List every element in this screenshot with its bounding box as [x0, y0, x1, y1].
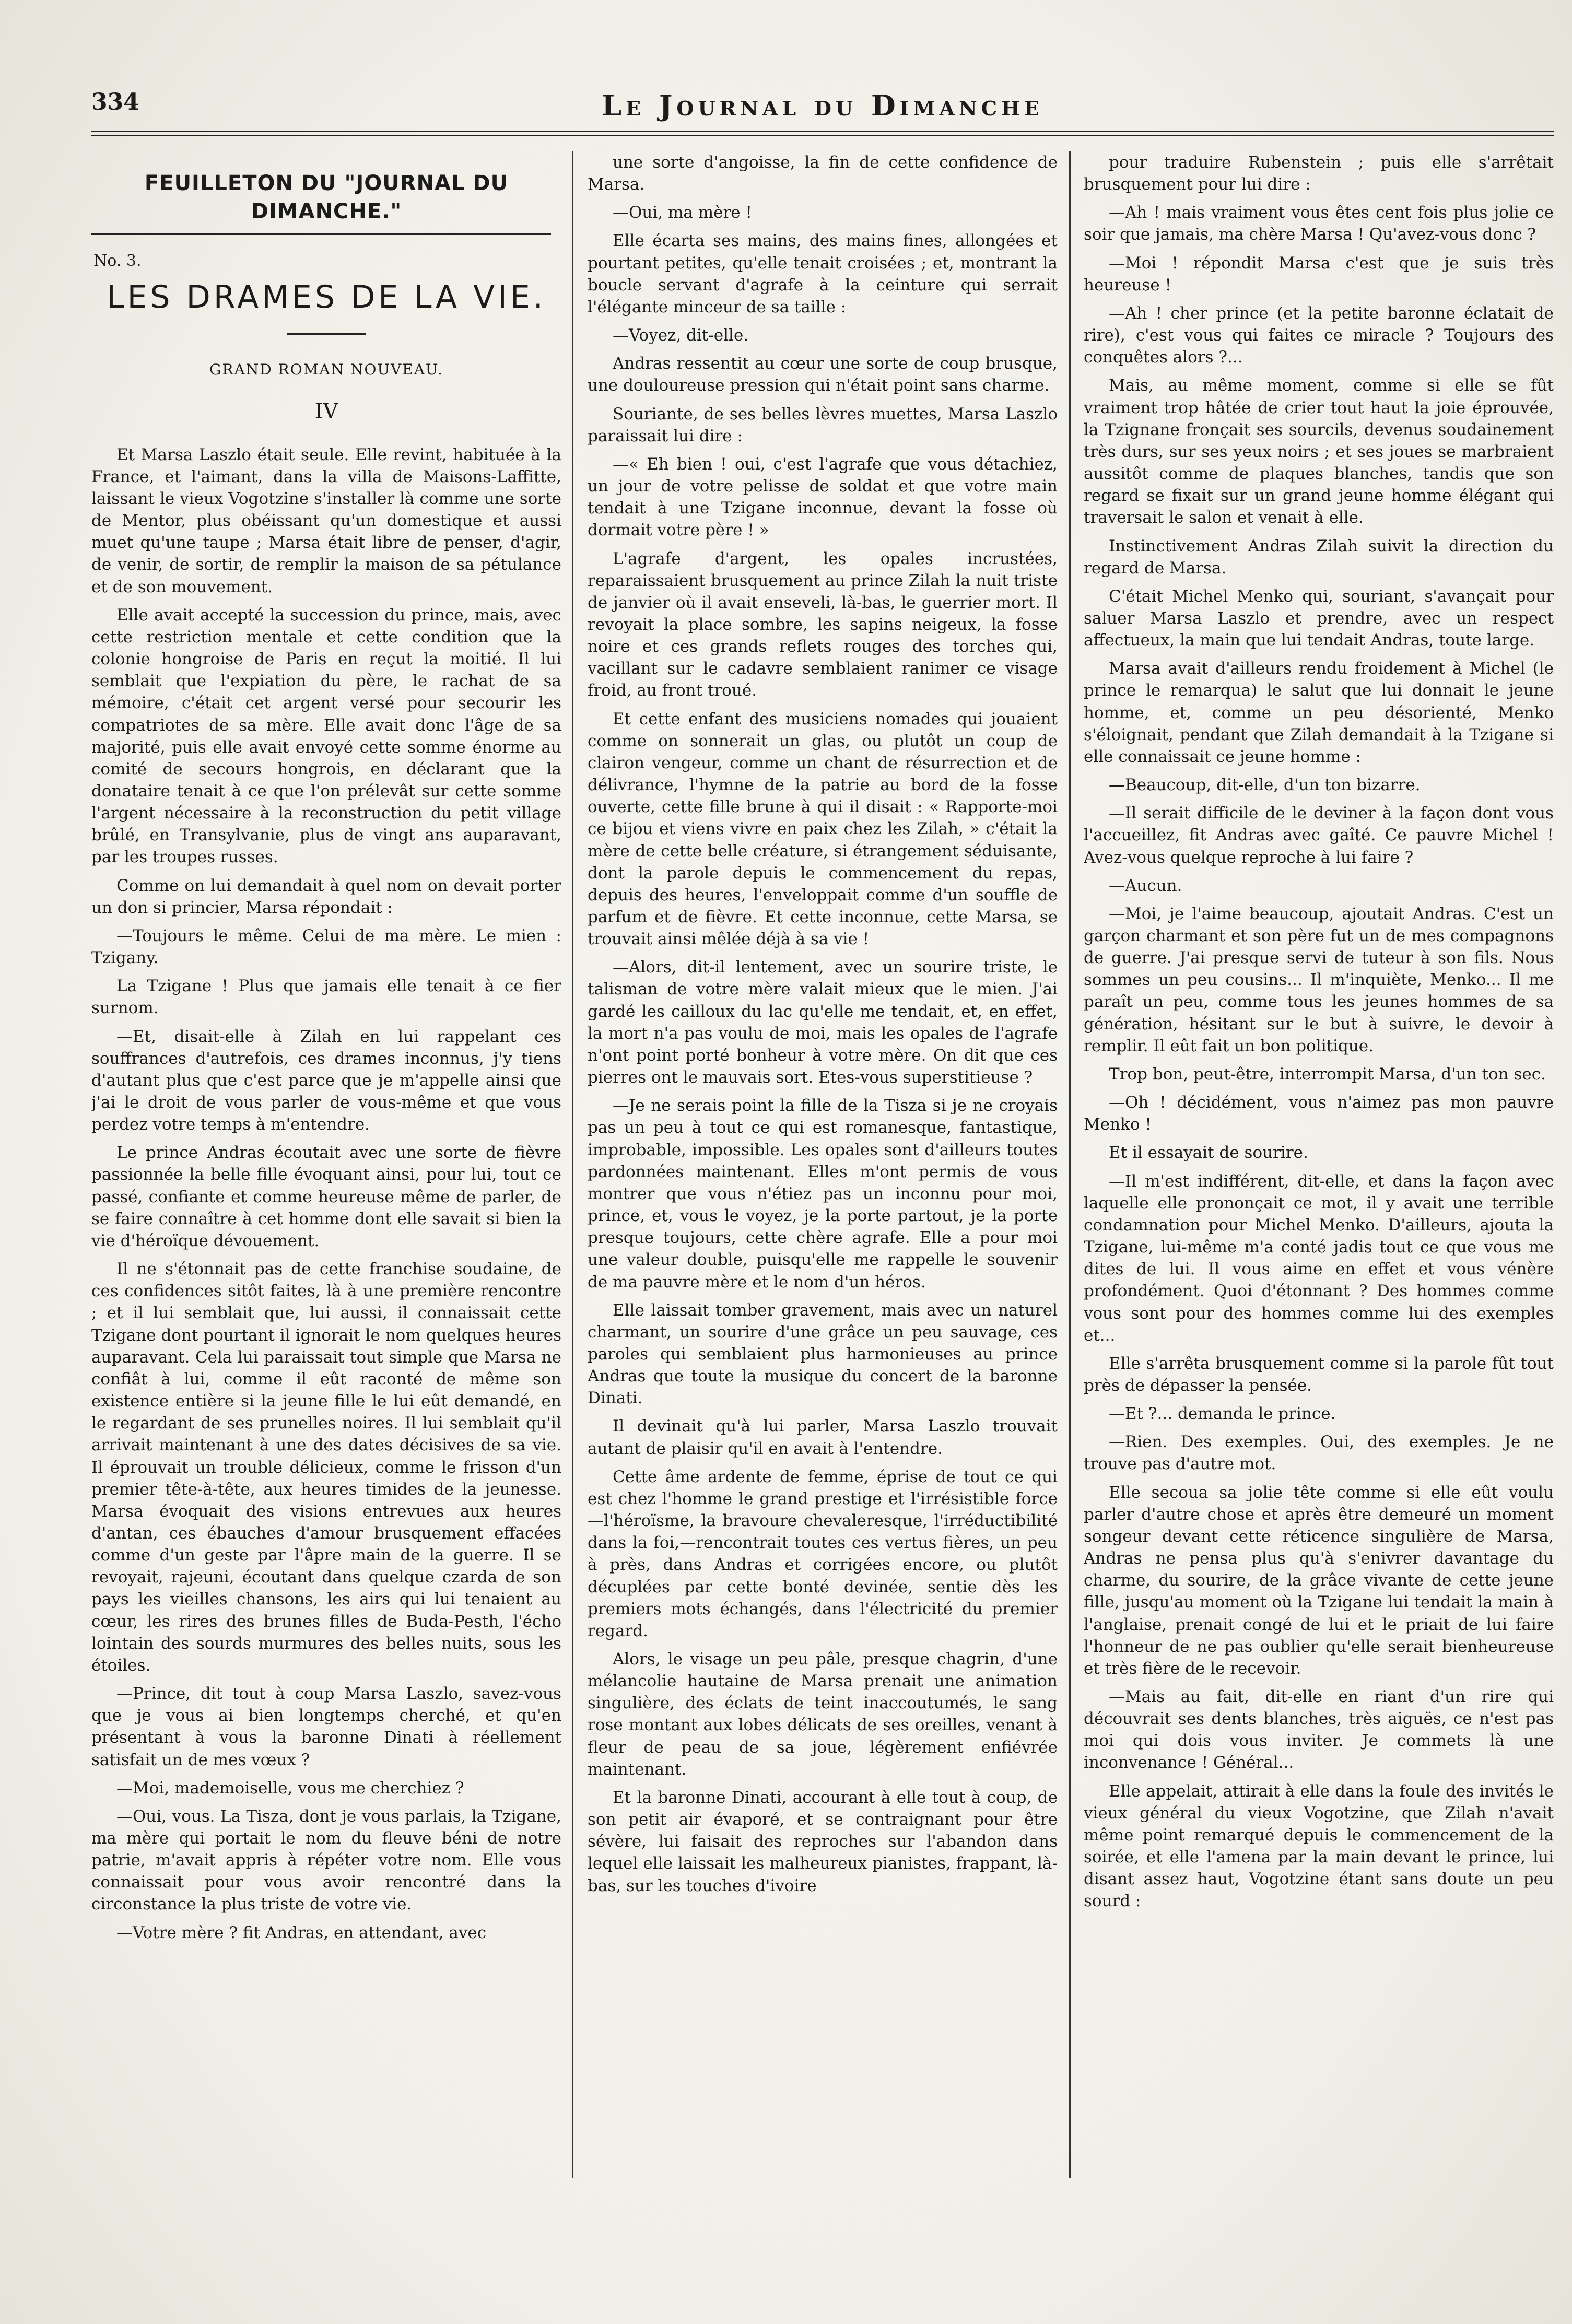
paragraph: —Beaucoup, dit-elle, d'un ton bizarre. — [1109, 776, 1421, 795]
paragraph: —Ah ! mais vraiment vous êtes cent fois plus jolie ce soir que jamais, ma chère Marsa ! Qu'avez-vous donc ? — [1084, 203, 1554, 244]
paragraph: Et il essayait de sourire. — [1109, 1143, 1308, 1163]
chapter-number: IV — [314, 400, 338, 424]
column-3 — [1084, 151, 1554, 2261]
paragraph: Mais, au même moment, comme si elle se fût vraiment trop hâtée de crier tout haut la joie éprouvée, la Tzignane fronçait ses sourcils, devenus soudainement très durs, sur ses yeux noirs ; et ses joues se marbraient aussitôt comme de plaques blanches, tandis que son regard se fixait sur un grand jeune homme élégant qui traversait le salon et venait à elle. — [1084, 376, 1554, 527]
paragraph: —Il serait difficile de le deviner à la façon dont vous l'accueillez, fit Andras avec gaîté. Ce pauvre Michel ! Avez-vous quelque reproche à lui faire ? — [1084, 804, 1554, 867]
paragraph: pour traduire Rubenstein ; puis elle s'arrêtait brusquement pour lui dire : — [1084, 153, 1554, 194]
paragraph: —Oui, vous. La Tisza, dont je vous parlais, la Tzigane, ma mère qui portait le nom du fleuve béni de notre patrie, m'avait appris à répéter votre nom. Elle vous connaissait pour vous avoir rencontré dans la circonstance la plus triste de votre vie. — [91, 1806, 561, 1914]
paragraph: Trop bon, peut-être, interrompit Marsa, d'un ton sec. — [1109, 1064, 1546, 1084]
paragraph: —Il m'est indifférent, dit-elle, et dans la façon avec laquelle elle prononçait ce mot, il y avait une terrible condamnation pour Michel Menko. D'ailleurs, ajouta la Tzigane, lui-même m'a conté jadis tout ce que vous me dites de lui. Il vous aime en effet et vous vénère profondément. Quoi d'étonnant ? Des hommes comme vous sont pour des hommes comme lui des exemples et... — [1084, 1171, 1554, 1345]
article-title: LES DRAMES DE LA VIE. — [107, 278, 546, 315]
paragraph: —Moi ! répondit Marsa c'est que je suis très heureuse ! — [1084, 253, 1554, 295]
column-3-body — [1084, 151, 1554, 1912]
paragraph: —Moi, je l'aime beaucoup, ajoutait Andras. C'est un garçon charmant et son père fut un de mes compagnons de guerre. J'ai presque servi de tuteur à son fils. Nous sommes un peu cousins... Il m'inquiète, Menko... Il me paraît un peu, comme tous les jeunes hommes de sa génération, hésitant sur le but à suivre, le devoir à remplir. Il eût fait un bon politique. — [1084, 904, 1554, 1055]
article-columns — [91, 151, 1554, 2272]
divider — [91, 233, 551, 235]
paragraph: —Rien. Des exemples. Oui, des exemples. Je ne trouve pas d'autre mot. — [1084, 1433, 1554, 1474]
paragraph: Comme on lui demandait à quel nom on devait porter un don si princier, Marsa répondait : — [91, 876, 561, 917]
paragraph: Et cette enfant des musiciens nomades qui jouaient comme on sonnerait un glas, ou plutôt un coup de clairon vengeur, comme un chant de résurrection et de délivrance, l'hymne de la patrie au bord de la fosse ouverte, cette fille brune à qui il disait : « Rapporte-moi ce bijou et viens vivre en paix chez les Zilah, » c'était la mère de cette belle créature, si étrangement séduisante, dont la parole depuis le commencement du repas, depuis des heures, l'enveloppait comme d'un souffle de parfum et de fièvre. Et cette inconnue, cette Marsa, se trouvait ainsi mêlée déjà à sa vie ! — [588, 709, 1058, 949]
paragraph: La Tzigane ! Plus que jamais elle tenait à ce fier surnom. — [91, 977, 561, 1018]
paragraph: Cette âme ardente de femme, éprise de tout ce qui est chez l'homme le grand prestige et l'irrésistible force—l'héroïsme, la bravoure chevaleresque, l'irréductibilité dans la foi,—rencontrait toutes ces vertus fières, un peu à près, dans Andras et corrigées encore, ou plutôt décuplées par cette bonté devinée, sentie dès les premiers mots échangés, dans l'électricité du premier regard. — [588, 1467, 1058, 1640]
installment-number: No. 3. — [93, 251, 142, 270]
paragraph: —Moi, mademoiselle, vous me cherchiez ? — [116, 1778, 464, 1798]
column-1-body — [91, 444, 561, 1944]
divider — [287, 333, 366, 335]
paragraph: —Oh ! décidément, vous n'aimez pas mon pauvre Menko ! — [1084, 1093, 1554, 1134]
column-divider — [572, 151, 573, 2178]
paragraph: Elle secoua sa jolie tête comme si elle eût voulu parler d'autre chose et après être demeuré un moment songeur devant cette réticence singulière de Marsa, Andras ne pensa plus qu'à s'enivrer davantage du charme, du sourire, de la grâce vivante de cette jeune fille, jusqu'au moment où la Tzigane lui tendait la main à l'anglaise, prenait congé de lui et le priait de lui faire l'honneur de ne pas oublier qu'elle serait bienheureuse et très fière de le recevoir. — [1084, 1483, 1554, 1678]
paragraph: Il ne s'étonnait pas de cette franchise soudaine, de ces confidences sitôt faites, là à une première rencontre ; et il lui semblait que, lui aussi, il connaissait cette Tzigane dont pourtant il ignorait le nom quelques heures auparavant. Cela lui paraissait tout simple que Marsa ne confiât à lui, comme il eût raconté de même son existence entière si la jeune fille le lui eût demandé, en le regardant de ses prunelles noires. Il lui semblait qu'il arrivait maintenant à une des dates décisives de sa vie. Il éprouvait un trouble délicieux, comme le frisson d'un premier tête-à-tête, aux heures timides de la jeunesse. Marsa évoquait des visions entrevues aux heures d'antan, ces ébauches d'amour brusquement effacées comme d'un geste par l'âpre main de la guerre. Il se revoyait, rajeuni, écoutant dans quelque czarda de son pays les vieilles chansons, les airs qui lui tenaient au cœur, les rires des brunes filles de Buda-Pesth, l'écho lointain des sourds murmures des belles nuits, sous les étoiles. — [91, 1260, 561, 1675]
article-subtitle: GRAND ROMAN NOUVEAU. — [209, 361, 443, 379]
paragraph: Alors, le visage un peu pâle, presque chagrin, d'une mélancolie hautaine de Marsa prenait une animation singulière, des éclats de teint inaccoutumés, le sang rose montant aux lobes délicats de ses oreilles, venant à fleur de peau de sa joue, légèrement enfiévrée maintenant. — [588, 1650, 1058, 1779]
column-2-body — [588, 151, 1058, 1897]
paragraph: Marsa avait d'ailleurs rendu froidement à Michel (le prince le remarqua) le salut que lui donnait le jeune homme, et, comme un peu désorienté, Menko s'éloignait, pendant que Zilah demandait à la Tzigane si elle connaissait ce jeune homme : — [1084, 659, 1554, 766]
paragraph: Andras ressentit au cœur une sorte de coup brusque, une douloureuse pression qui n'était point sans charme. — [588, 354, 1058, 395]
paragraph: —Je ne serais point la fille de la Tisza si je ne croyais pas un peu à tout ce qui est romanesque, fantastique, improbable, impossible. Les opales sont d'ailleurs toutes pardonnées maintenant. Elles m'ont permis de vous montrer que vous n'étiez pas un inconnu pour moi, prince, et, vous le voyez, je la porte partout, je la porte presque toujours, cette chère agrafe. Elle a pour moi une valeur double, puisqu'elle me rappelle le souvenir de ma pauvre mère et le nom d'un héros. — [588, 1096, 1058, 1292]
paragraph: —Et, disait-elle à Zilah en lui rappelant ces souffrances d'autrefois, ces drames inconnus, j'y tiens d'autant plus que c'est parce que je m'appelle ainsi que j'ai le droit de vous parler de vous-même et que vous perdez votre temps à m'entendre. — [91, 1027, 561, 1134]
paragraph: Et Marsa Laszlo était seule. Elle revint, habituée à la France, et l'aimant, dans la villa de Maisons-Laffitte, laissant le vieux Vogotzine s'installer là comme une sorte de Mentor, plus obéissant qu'un domestique et aussi muet qu'une taupe ; Marsa était libre de penser, d'agir, de venir, de sortir, de remplir la maison de sa pétulance et de son mouvement. — [91, 445, 561, 596]
paragraph: une sorte d'angoisse, la fin de cette confidence de Marsa. — [588, 153, 1058, 194]
paragraph: L'agrafe d'argent, les opales incrustées, reparaissaient brusquement au prince Zilah la nuit triste de janvier où il avait enseveli, là-bas, le guerrier mort. Il revoyait la place sombre, les sapins neigeux, la fosse noire et ces grands reflets rouges des torches qui, vacillant sur le cadavre semblaient ranimer ce visage froid, au front troué. — [588, 549, 1058, 700]
paragraph: Elle appelait, attirait à elle dans la foule des invités le vieux général du vieux Vogotzine, que Zilah n'avait même point remarqué depuis le commencement de la soirée, et elle l'amena par la main devant le prince, lui disant assez haut, Vogotzine étant sans doute un peu sourd : — [1084, 1781, 1554, 1911]
paragraph: Elle écarta ses mains, des mains fines, allongées et pourtant petites, qu'elle tenait croisées ; et, montrant la boucle servant d'agrafe à la ceinture qui serrait l'élégante minceur de sa taille : — [588, 231, 1058, 316]
paragraph: —Votre mère ? fit Andras, en attendant, avec — [116, 1923, 487, 1942]
paragraph: Elle s'arrêta brusquement comme si la parole fût tout près de dépasser la pensée. — [1084, 1354, 1554, 1395]
paragraph: Instinctivement Andras Zilah suivit la direction du regard de Marsa. — [1084, 536, 1554, 578]
paragraph: —Prince, dit tout à coup Marsa Laszlo, savez-vous que je vous ai bien longtemps cherché, et qu'en présentant à vous la baronne Dinati à réellement satisfait un de mes vœux ? — [91, 1684, 561, 1769]
feuilleton-heading: FEUILLETON DU "JOURNAL DU DIMANCHE." — [144, 171, 509, 224]
paragraph: C'était Michel Menko qui, souriant, s'avançait pour saluer Marsa Laszlo et prendre, avec un respect affectueux, la main que lui tendait Andras, toute large. — [1084, 586, 1554, 650]
column-2 — [588, 151, 1058, 2261]
paragraph: —Toujours le même. Celui de ma mère. Le mien : Tzigany. — [91, 926, 561, 968]
paragraph: Il devinait qu'à lui parler, Marsa Laszlo trouvait autant de plaisir qu'il en avait à l'entendre. — [588, 1417, 1058, 1458]
page-header — [91, 89, 1554, 131]
paragraph: Elle laissait tomber gravement, mais avec un naturel charmant, un sourire d'une grâce un peu sauvage, ces paroles qui semblaient plus harmonieuses au prince Andras que toute la musique du concert de la baronne Dinati. — [588, 1300, 1058, 1408]
paragraph: Et la baronne Dinati, accourant à elle tout à coup, de son petit air évaporé, et se contraignant pour être sévère, lui faisait des reproches sur l'abandon dans lequel elle laissait les malheureux pianistes, frappant, là-bas, sur les touches d'ivoire — [588, 1788, 1058, 1895]
paragraph: —Voyez, dit-elle. — [613, 326, 749, 345]
header-rule — [91, 131, 1554, 136]
paragraph: —Aucun. — [1109, 876, 1182, 895]
paragraph: Souriante, de ses belles lèvres muettes, Marsa Laszlo paraissait lui dire : — [588, 404, 1058, 445]
paragraph: —Et ?... demanda le prince. — [1109, 1404, 1336, 1424]
paragraph: Elle avait accepté la succession du prince, mais, avec cette restriction mentale et cette condition que la colonie hongroise de Paris en reçut la moitié. Il lui semblait que l'expiation du père, le rachat de sa mémoire, c'était cet argent versé pour secourir les compatriotes de sa mère. Elle avait donc l'âge de sa majorité, puis elle avait envoyé cette somme énorme au comité de secours hongrois, en déclarant que la donataire tenait à ce que l'on prélevât sur cette somme l'argent nécessaire à la reconstruction du petit village brûlé, en Transylvanie, plus de vingt ans auparavant, par les troupes russes. — [91, 605, 561, 867]
column-divider — [1069, 151, 1071, 2178]
paragraph: Le prince Andras écoutait avec une sorte de fièvre passionnée la belle fille évoquant ainsi, pour lui, tout ce passé, confiante et comme heureuse même de parler, de se faire connaître à cet homme dont elle savait si bien la vie d'héroïque dévouement. — [91, 1143, 561, 1250]
journal-title: Le Journal du Dimanche — [602, 89, 1043, 122]
paragraph: —Ah ! cher prince (et la petite baronne éclatait de rire), c'est vous qui faites ce miracle ? Toujours des conquêtes alors ?... — [1084, 303, 1554, 367]
paragraph: —« Eh bien ! oui, c'est l'agrafe que vous détachiez, un jour de votre pelisse de soldat et que votre main tendait à une Tzigane inconnue, devant la fosse où dormait votre père ! » — [588, 454, 1058, 540]
column-1 — [91, 151, 561, 2261]
paragraph: —Alors, dit-il lentement, avec un sourire triste, le talisman de votre mère valait mieux que le mien. J'ai gardé les cailloux du lac qu'elle me tendait, et, en effet, la mort n'a pas voulu de moi, mais les opales de l'agrafe n'ont point porté bonheur à votre mère. On dit que ces pierres ont le mauvais sort. Etes-vous superstitieuse ? — [588, 958, 1058, 1087]
paragraph: —Oui, ma mère ! — [613, 203, 752, 222]
paragraph: —Mais au fait, dit-elle en riant d'un rire qui découvrait ses dents blanches, très aiguës, ce n'est pas moi qui dois vous inviter. Je commets là une inconvenance ! Général... — [1084, 1687, 1554, 1773]
page-number: 334 — [91, 89, 139, 115]
